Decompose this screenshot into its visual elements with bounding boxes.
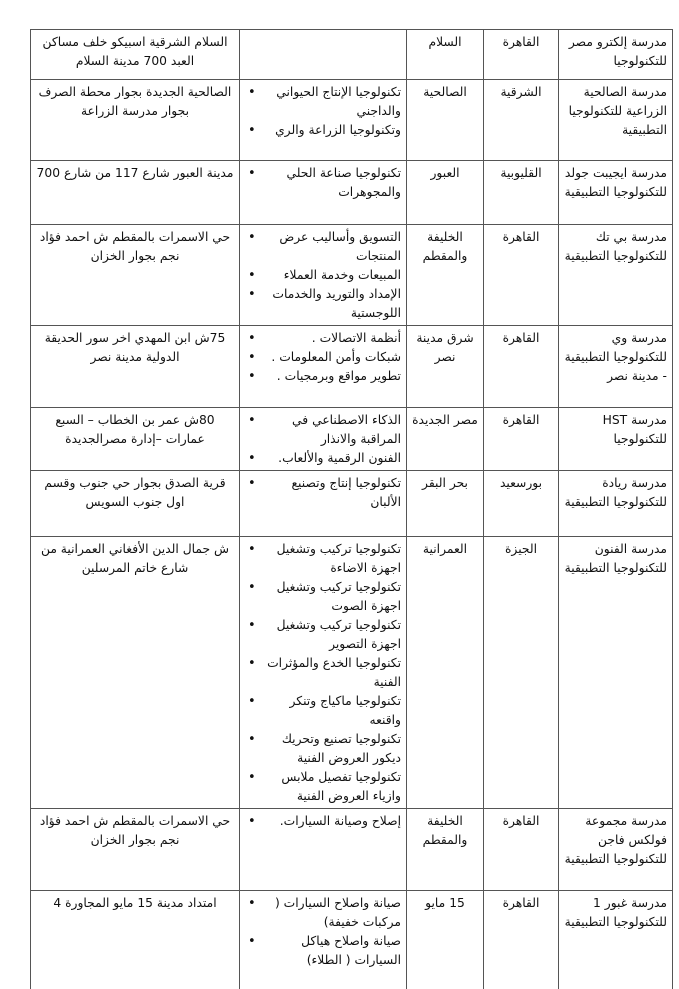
governorate-cell: القاهرة <box>484 30 559 80</box>
specialization-item: تطوير مواقع وبرمجيات . • <box>263 367 401 386</box>
city-cell: السلام <box>407 30 484 80</box>
school-name-cell: مدرسة HST للتكنولوجيا <box>559 408 673 471</box>
school-name-cell: مدرسة إلكترو مصر للتكنولوجيا <box>559 30 673 80</box>
address-cell: امتداد مدينة 15 مايو المجاورة 4 <box>31 891 240 989</box>
city-cell: 15 مايو <box>407 891 484 989</box>
table-row <box>31 326 673 408</box>
specializations-cell <box>240 80 407 161</box>
address-cell: ش جمال الدين الأفغاني العمرانية من شارع خاتم المرسلين <box>31 537 240 809</box>
specializations-cell <box>240 471 407 537</box>
specializations-cell <box>240 408 407 471</box>
specialization-item: الإمداد والتوريد والخدمات اللوجستية • <box>263 285 401 323</box>
governorate-cell: القاهرة <box>484 891 559 989</box>
table-row <box>31 30 673 80</box>
table-row <box>31 408 673 471</box>
city-cell: مصر الجديدة <box>407 408 484 471</box>
table-row <box>31 80 673 161</box>
address-cell: 75ش ابن المهدي اخر سور الحديقة الدولية مدينة نصر <box>31 326 240 408</box>
specialization-item: الفنون الرقمية والألعاب. • <box>263 449 401 468</box>
school-name-cell: مدرسة الفنون للتكنولوجيا التطبيقية <box>559 537 673 809</box>
specializations-list <box>245 411 401 468</box>
address-cell: قرية الصدق بجوار حي جنوب وقسم اول جنوب السويس <box>31 471 240 537</box>
address-cell: الصالحية الجديدة بجوار محطة الصرف بجوار مدرسة الزراعة <box>31 80 240 161</box>
school-name-cell: مدرسة ريادة للتكنولوجيا التطبيقية <box>559 471 673 537</box>
specializations-cell <box>240 326 407 408</box>
specialization-item: تكنولوجيا تركيب وتشغيل اجهزة الاضاءة • <box>263 540 401 578</box>
specializations-cell <box>240 161 407 225</box>
specializations-list <box>245 540 401 806</box>
specialization-item: تكنولوجيا الخدع والمؤثرات الفنية • <box>263 654 401 692</box>
specializations-list <box>245 812 401 831</box>
table-row <box>31 809 673 891</box>
school-name-cell: مدرسة الصالحية الزراعية للتكنولوجيا التطبيقية <box>559 80 673 161</box>
city-cell: بحر البقر <box>407 471 484 537</box>
specializations-list <box>245 474 401 512</box>
address-cell: حي الاسمرات بالمقطم ش احمد فؤاد نجم بجوار الخزان <box>31 809 240 891</box>
school-name-cell: مدرسة وي للتكنولوجيا التطبيقية - مدينة نصر <box>559 326 673 408</box>
city-cell: العمرانية <box>407 537 484 809</box>
specializations-cell <box>240 537 407 809</box>
city-cell: الصالحية <box>407 80 484 161</box>
city-cell: العبور <box>407 161 484 225</box>
school-name-cell: مدرسة ايجيبت جولد للتكنولوجيا التطبيقية <box>559 161 673 225</box>
specializations-list <box>245 228 401 323</box>
school-name-cell: مدرسة غبور 1 للتكنولوجيا التطبيقية <box>559 891 673 989</box>
school-name-cell: مدرسة بي تك للتكنولوجيا التطبيقية <box>559 225 673 326</box>
specialization-item: التسويق وأساليب عرض المنتجات • <box>263 228 401 266</box>
specializations-list <box>245 329 401 386</box>
specializations-list <box>245 894 401 970</box>
address-cell: 80ش عمر بن الخطاب – السبع عمارات –إدارة مصرالجديدة <box>31 408 240 471</box>
specialization-item: تكنولوجيا إنتاج وتصنيع الألبان • <box>263 474 401 512</box>
governorate-cell: القليوبية <box>484 161 559 225</box>
specialization-item: إصلاح وصيانة السيارات. • <box>263 812 401 831</box>
governorate-cell: الشرقية <box>484 80 559 161</box>
table-row <box>31 891 673 989</box>
specialization-item: المبيعات وخدمة العملاء • <box>263 266 401 285</box>
specialization-item: تكنولوجيا الإنتاج الحيواني والداجني • <box>263 83 401 121</box>
specialization-item: تكنولوجيا تصنيع وتحريك ديكور العروض الفنية • <box>263 730 401 768</box>
specialization-item: وتكنولوجيا الزراعة والري • <box>263 121 401 140</box>
table-row <box>31 471 673 537</box>
specialization-item: تكنولوجيا تركيب وتشغيل اجهزة التصوير • <box>263 616 401 654</box>
governorate-cell: القاهرة <box>484 326 559 408</box>
specialization-item: الذكاء الاصطناعي في المراقبة والانذار • <box>263 411 401 449</box>
schools-table-body <box>31 30 673 989</box>
specialization-item: أنظمة الاتصالات . • <box>263 329 401 348</box>
specialization-item: تكنولوجيا تركيب وتشغيل اجهزة الصوت • <box>263 578 401 616</box>
address-cell: السلام الشرقية اسبيكو خلف مساكن العبد 700 مدينة السلام <box>31 30 240 80</box>
specializations-list <box>245 83 401 140</box>
specializations-list <box>245 164 401 202</box>
specialization-item: صيانة واصلاح السيارات ( مركبات خفيفة) • <box>263 894 401 932</box>
school-name-cell: مدرسة مجموعة فولكس فاجن للتكنولوجيا التطبيقية <box>559 809 673 891</box>
governorate-cell: القاهرة <box>484 225 559 326</box>
governorate-cell: الجيزة <box>484 537 559 809</box>
specialization-item: تكنولوجيا تفصيل ملابس وازياء العروض الفنية • <box>263 768 401 806</box>
specializations-cell <box>240 809 407 891</box>
city-cell: الخليفة والمقطم <box>407 809 484 891</box>
specializations-cell <box>240 891 407 989</box>
table-row <box>31 537 673 809</box>
address-cell: مدينة العبور شارع 117 من شارع 700 <box>31 161 240 225</box>
schools-table <box>30 29 673 989</box>
specializations-cell <box>240 225 407 326</box>
specialization-item: تكنولوجيا صناعة الحلي والمجوهرات • <box>263 164 401 202</box>
governorate-cell: القاهرة <box>484 809 559 891</box>
table-row <box>31 161 673 225</box>
address-cell: حي الاسمرات بالمقطم ش احمد فؤاد نجم بجوار الخزان <box>31 225 240 326</box>
city-cell: الخليفة والمقطم <box>407 225 484 326</box>
table-row <box>31 225 673 326</box>
specialization-item: صيانة واصلاح هياكل السيارات ( الطلاء) • <box>263 932 401 970</box>
specialization-item: تكنولوجيا ماكياج وتنكر واقنعه • <box>263 692 401 730</box>
city-cell: شرق مدينة نصر <box>407 326 484 408</box>
governorate-cell: القاهرة <box>484 408 559 471</box>
specialization-item: شبكات وأمن المعلومات . • <box>263 348 401 367</box>
specializations-cell <box>240 30 407 80</box>
governorate-cell: بورسعيد <box>484 471 559 537</box>
